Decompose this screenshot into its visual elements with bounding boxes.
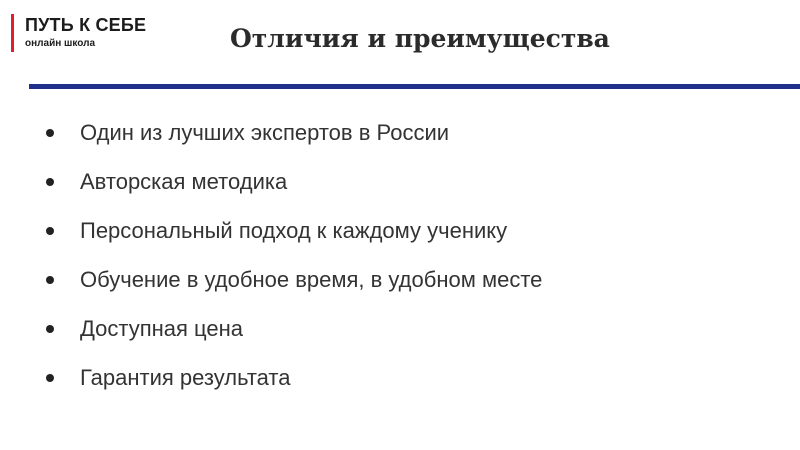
list-item-text: Один из лучших экспертов в России [80,119,450,145]
list-item-text: Обучение в удобное время, в удобном месте [80,266,543,292]
logo-accent-bar [11,14,14,52]
list-item-text: Доступная цена [80,315,244,341]
list-item [46,157,542,206]
bullet-icon [46,129,54,137]
list-item [46,255,542,304]
list-item [46,206,542,255]
advantages-list [46,108,542,402]
list-item [46,304,542,353]
bullet-icon [46,325,54,333]
list-item-text: Гарантия результата [80,364,291,390]
list-item-text: Авторская методика [80,168,288,194]
page-title: Отличия и преимущества [230,24,610,53]
list-item [46,353,542,402]
logo-name: ПУТЬ К СЕБЕ [25,15,147,35]
bullet-icon [46,276,54,284]
logo-subtitle: онлайн школа [25,38,96,49]
list-item [46,108,542,157]
list-item-text: Персональный подход к каждому ученику [80,217,508,243]
bullet-icon [46,227,54,235]
header-divider [29,84,800,89]
bullet-icon [46,178,54,186]
bullet-icon [46,374,54,382]
